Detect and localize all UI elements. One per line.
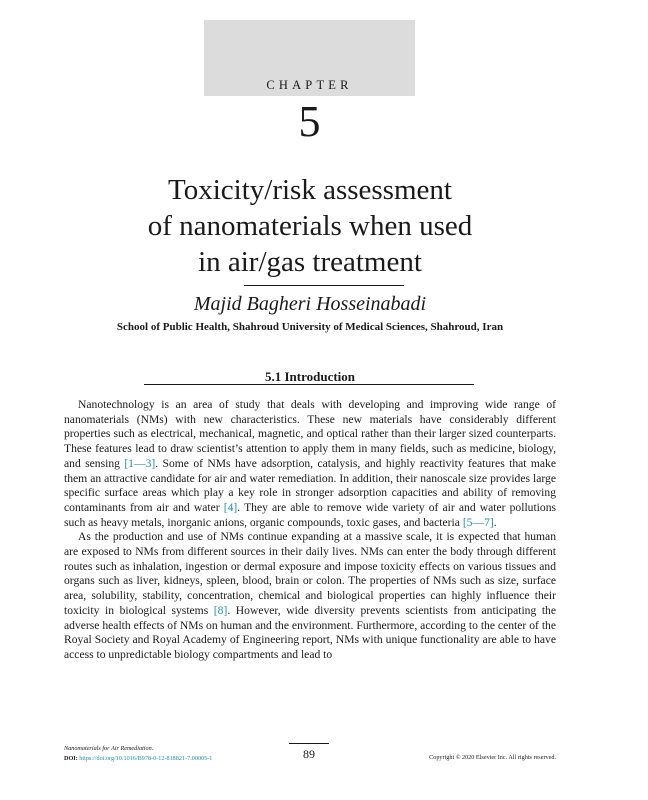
body-text: [64, 398, 556, 663]
title-divider: [244, 285, 404, 286]
doi-link[interactable]: https://doi.org/10.1016/B978-0-12-818821-7.00005-1: [79, 755, 213, 762]
footer-source: [64, 744, 284, 764]
citation-link[interactable]: [5—7]: [462, 515, 494, 529]
citation-link[interactable]: [8]: [213, 603, 228, 617]
author-affiliation: School of Public Health, Shahroud University of Medical Sciences, Shahroud, Iran: [116, 321, 504, 333]
chapter-label: CHAPTER: [266, 78, 353, 92]
text-segment: Nanotechnology is an area of study that deals with developing and improving wide range of nanomaterials (NMs) with new characteristics. These new materials have considerably different properties such as electrical, mechanical, magnetic, and optical rather than their larger sized counterparts. These features lead to draw scientist’s attention to apply them in many fields, such as medicine, biology, and sensing: [64, 398, 556, 470]
doi-label: DOI:: [64, 755, 78, 762]
author-name: Majid Bagheri Hosseinabadi: [193, 293, 427, 315]
citation-link[interactable]: [1—3]: [124, 456, 156, 470]
chapter-title-line: of nanomaterials when used: [147, 210, 473, 242]
book-title: Nanomaterials for Air Remediation.: [64, 745, 154, 752]
section-heading: 5.1 Introduction: [264, 369, 356, 384]
chapter-title: [64, 172, 556, 280]
text-segment: As the production and use of NMs continue expanding at a massive scale, it is expected that human are exposed to NMs from different sources in their daily lives. NMs can enter the body through different routes such as inhalation, ingestion or dermal exposure and impose toxicity effects on various tissues and organs such as liver, kidneys, spleen, blood, brain or colon. The properties of NMs such as size, surface area, solubility, stability, concentration, chemical and biological properties can highly influence their toxicity in biological systems: [64, 530, 556, 617]
text-segment: . However, wide diversity prevents scientists from anticipating the adverse health effects of NMs on human and the environment. Furthermore, according to the center of the Royal Society and Royal Academy of Engineering report, NMs with unique functionality are able to have access to unpredictable biology compartments and lead to: [64, 603, 556, 661]
citation-link[interactable]: [4]: [223, 500, 238, 514]
chapter-title-line: Toxicity/risk assessment: [168, 174, 452, 206]
footer-divider: [289, 743, 329, 744]
chapter-title-line: in air/gas treatment: [198, 246, 422, 278]
text-segment: .: [493, 515, 497, 529]
text-segment: . They are able to remove wide variety of air and water pollutions such as heavy metals, inorganic anions, organic compounds, toxic gases, and bacteria: [64, 500, 557, 529]
paragraph: [64, 398, 556, 530]
text-segment: . Some of NMs have adsorption, catalysis, and highly reactivity features that make them an attractive candidate for air and water remediation. In addition, their nanoscale size provides large specific surface areas which play a key role in stronger adsorption capacities and ability of removing contaminants from air and water: [64, 456, 556, 514]
copyright-notice: Copyright © 2020 Elsevier Inc. All rights reserved.: [429, 754, 556, 761]
chapter-number: 5: [298, 97, 321, 146]
paragraph: [64, 530, 556, 662]
page-number: 89: [303, 747, 315, 761]
section-divider: [144, 384, 474, 385]
